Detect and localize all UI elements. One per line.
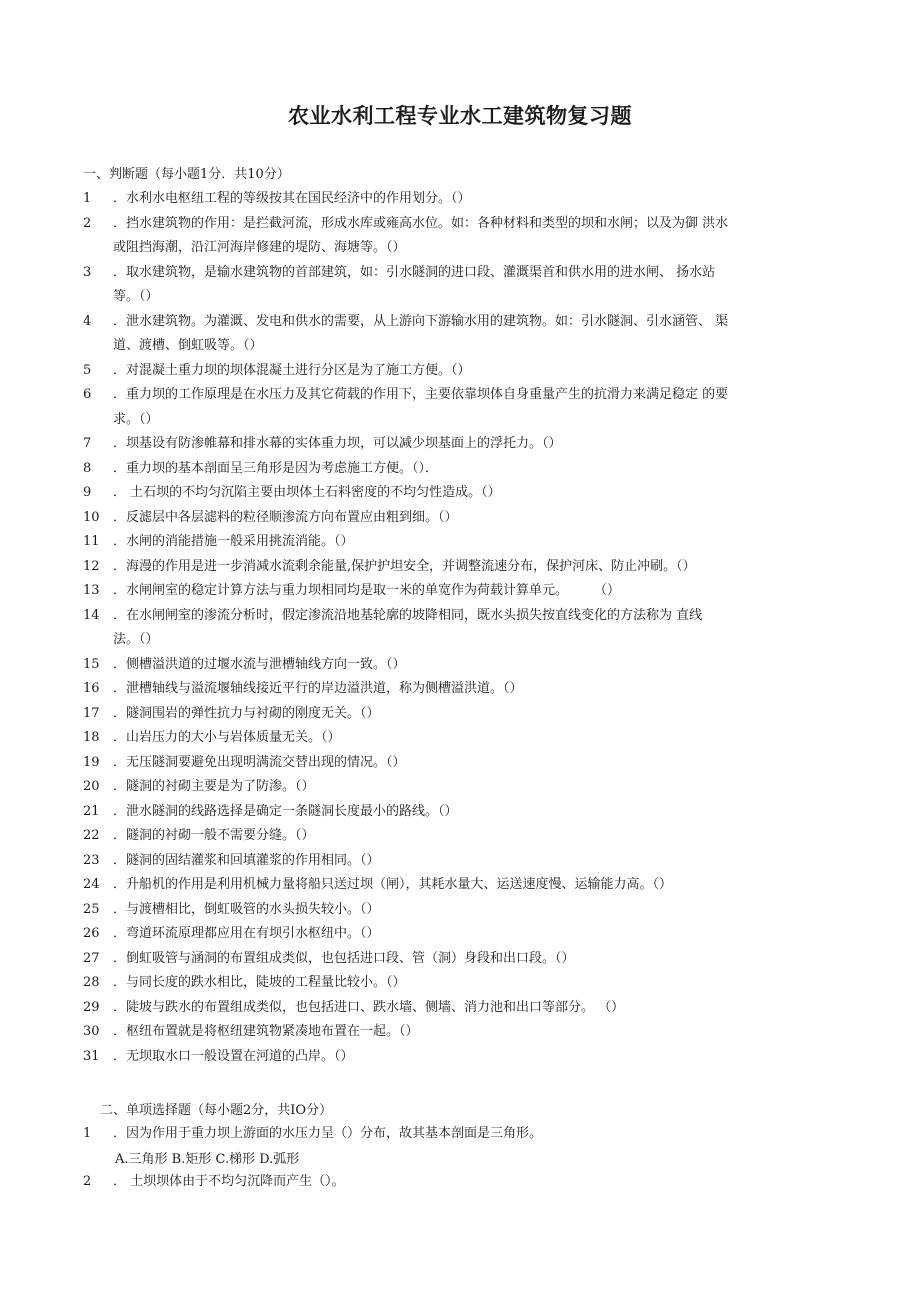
question-text: ．升船机的作用是利用机械力量将船只送过坝（闸），其耗水量大、运送速度慢、运输能力高。（） [113,877,673,892]
question-number: 2 [83,1173,92,1189]
judgment-question [83,726,835,751]
judgment-question [83,1045,835,1070]
question-number: 8 [83,460,92,476]
question-number: 6 [83,387,92,402]
judgment-question [83,432,835,457]
section-heading-single-choice: 二、单项选择题（每小题2分，共IO分） [100,1103,333,1118]
judgment-question [83,996,835,1021]
question-number: 30 [83,1024,100,1039]
question-text: ．山岩压力的大小与岩体质量无关。（） [113,730,341,745]
question-text: ．泄水隧洞的线路选择是确定一条隧洞长度最小的路线。（） [113,803,458,819]
question-text-continued: 或阻挡海潮，沿江河海岸修建的堤防、海塘等。（） [113,240,406,255]
question-text: ．与渡槽相比，倒虹吸管的水头损失较小。（） [113,901,380,917]
question-text: ．隧洞的衬砌一般不需要分缝。（） [113,828,315,843]
question-text-continued: 道、渡槽、倒虹吸等。（） [113,338,263,353]
question-number: 11 [83,534,100,549]
judgment-question [83,947,835,972]
question-number: 1 [83,1126,92,1141]
question-number: 15 [83,656,100,672]
question-number: 19 [83,754,100,770]
question-number: 2 [83,215,92,231]
question-number: 23 [83,852,100,868]
judgment-question [83,579,835,604]
question-text-continued: 求。（） [113,411,159,427]
judgment-question [83,824,835,849]
judgment-question [83,383,835,432]
choice-question [83,1170,835,1195]
question-number: 7 [83,436,92,451]
question-number: 17 [83,705,100,721]
judgment-question [83,187,835,212]
question-number: 24 [83,877,100,892]
judgment-question [83,555,835,580]
question-number: 28 [83,975,100,990]
document-title: 农业水利工程专业水工建筑物复习题 [288,104,632,128]
answer-options: A.三角形 B.矩形 C.梯形 D.弧形 [115,1151,300,1167]
judgment-question [83,751,835,776]
judgment-question [83,212,835,261]
question-text: ．隧洞围岩的弹性抗力与衬砌的刚度无关。（） [113,705,380,721]
judgment-question [83,898,835,923]
question-text: ．陡坡与跌水的布置组成类似，也包括进口、跌水墙、侧墙、消力池和出口等部分。 （） [113,999,625,1015]
question-number: 3 [83,264,92,280]
question-number: 16 [83,681,100,696]
question-text: ．无压隧洞要避免出现明满流交替出现的情况。（） [113,754,406,770]
judgment-question [83,604,835,653]
question-number: 10 [83,509,100,525]
question-number: 12 [83,558,100,574]
question-text: ．与同长度的跌水相比，陡坡的工程量比较小。（） [113,975,406,990]
question-number: 13 [83,583,100,598]
question-text: ．因为作用于重力坝上游面的水压力呈（）分布，故其基本剖面是三角形。 [113,1126,543,1141]
question-text: ．倒虹吸管与涵洞的布置组成类似，也包括进口段、管（洞）身段和出口段。（） [113,950,575,966]
judgment-question [83,702,835,727]
question-number: 9 [83,485,92,500]
choice-question [83,1122,835,1147]
judgment-question [83,971,835,996]
judgment-question [83,261,835,310]
judgment-question [83,506,835,531]
question-text-continued: 法。（） [113,632,159,647]
judgment-question [83,359,835,384]
question-text: ．重力坝的基本剖面呈三角形是因为考虑施工方便。（）． [113,460,439,476]
judgment-question [83,457,835,482]
question-text: ．重力坝的工作原理是在水压力及其它荷载的作用下，主要依靠坝体自身重量产生的抗滑力来满足稳定 的要 [113,387,729,402]
question-text: ．反滤层中各层滤料的粒径顺渗流方向布置应由粗到细。（） [113,509,458,525]
question-number: 1 [83,191,92,206]
section-heading-judgment: 一、判断题（每小题1分．共10分） [83,167,290,182]
question-text: ．泄水建筑物。为灌溉、发电和供水的需要，从上游向下游输水用的建筑物。如：引水隧洞、引水涵管、 渠 [113,313,729,329]
question-number: 20 [83,779,100,794]
question-text: ．海漫的作用是进一步消减水流剩余能量,保护护坦安全，并调整流速分布，保护河床、防止冲刷。（） [113,558,696,574]
question-number: 4 [83,313,92,329]
question-text: ．水闸的消能措施一般采用挑流消能。（） [113,534,354,549]
judgment-question [83,677,835,702]
judgment-question [83,530,835,555]
question-text: ．对混凝土重力坝的坝体混凝土进行分区是为了施工方便。（） [113,362,471,378]
judgment-question [83,653,835,678]
question-text: ．水利水电枢纽工程的等级按其在国民经济中的作用划分。（） [113,191,471,206]
question-text: ．挡水建筑物的作用：是拦截河流，形成水库或雍高水位。如：各种材料和类型的坝和水闸；以及为御 洪水 [113,215,729,231]
question-number: 25 [83,901,100,917]
question-text-continued: 等。（） [113,289,159,304]
question-text: ．隧洞的衬砌主要是为了防渗。（） [113,779,315,794]
question-text: ．泄槽轴线与溢流堰轴线接近平行的岸边溢洪道，称为侧槽溢洪道。（） [113,681,523,696]
judgment-question [83,1020,835,1045]
question-text: ．坝基设有防渗帷幕和排水幕的实体重力坝，可以减少坝基面上的浮托力。（） [113,436,562,451]
judgment-question [83,849,835,874]
judgment-question [83,922,835,947]
question-text: ．在水闸闸室的渗流分析时，假定渗流沿地基轮廓的坡降相同，既水头损失按直线变化的方法称为 直线 [113,607,703,623]
judgment-question [83,481,835,506]
question-number: 22 [83,828,100,843]
judgment-question [83,775,835,800]
question-text: ． 土坝坝体由于不均匀沉降而产生（）。 [113,1173,345,1189]
question-number: 27 [83,950,100,966]
question-number: 21 [83,803,100,819]
question-number: 5 [83,362,92,378]
judgment-question [83,310,835,359]
question-text: ．枢纽布置就是将枢纽建筑物紧凑地布置在一起。（） [113,1024,419,1039]
question-number: 31 [83,1048,100,1064]
question-text: ．隧洞的固结灌浆和回填灌浆的作用相同。（） [113,852,380,868]
question-number: 29 [83,999,100,1015]
judgment-question [83,873,835,898]
question-text: ．取水建筑物，是输水建筑物的首部建筑，如：引水隧洞的进口段、灌溉渠首和供水用的进水闸、 扬水站 [113,264,716,280]
question-number: 18 [83,730,100,745]
question-number: 26 [83,926,100,941]
judgment-question [83,800,835,825]
question-text: ．水闸闸室的稳定计算方法与重力坝相同均是取一米的单宽作为荷载计算单元。 （） [113,583,621,598]
question-text: ．侧槽溢洪道的过堰水流与泄槽轴线方向一致。（） [113,656,406,672]
question-number: 14 [83,607,100,623]
question-text: ．无坝取水口一般设置在河道的凸岸。（） [113,1048,354,1064]
question-text: ． 土石坝的不均匀沉陷主要由坝体土石料密度的不均匀性造成。（） [113,485,501,500]
question-text: ．弯道环流原理都应用在有坝引水枢纽中。（） [113,926,380,941]
